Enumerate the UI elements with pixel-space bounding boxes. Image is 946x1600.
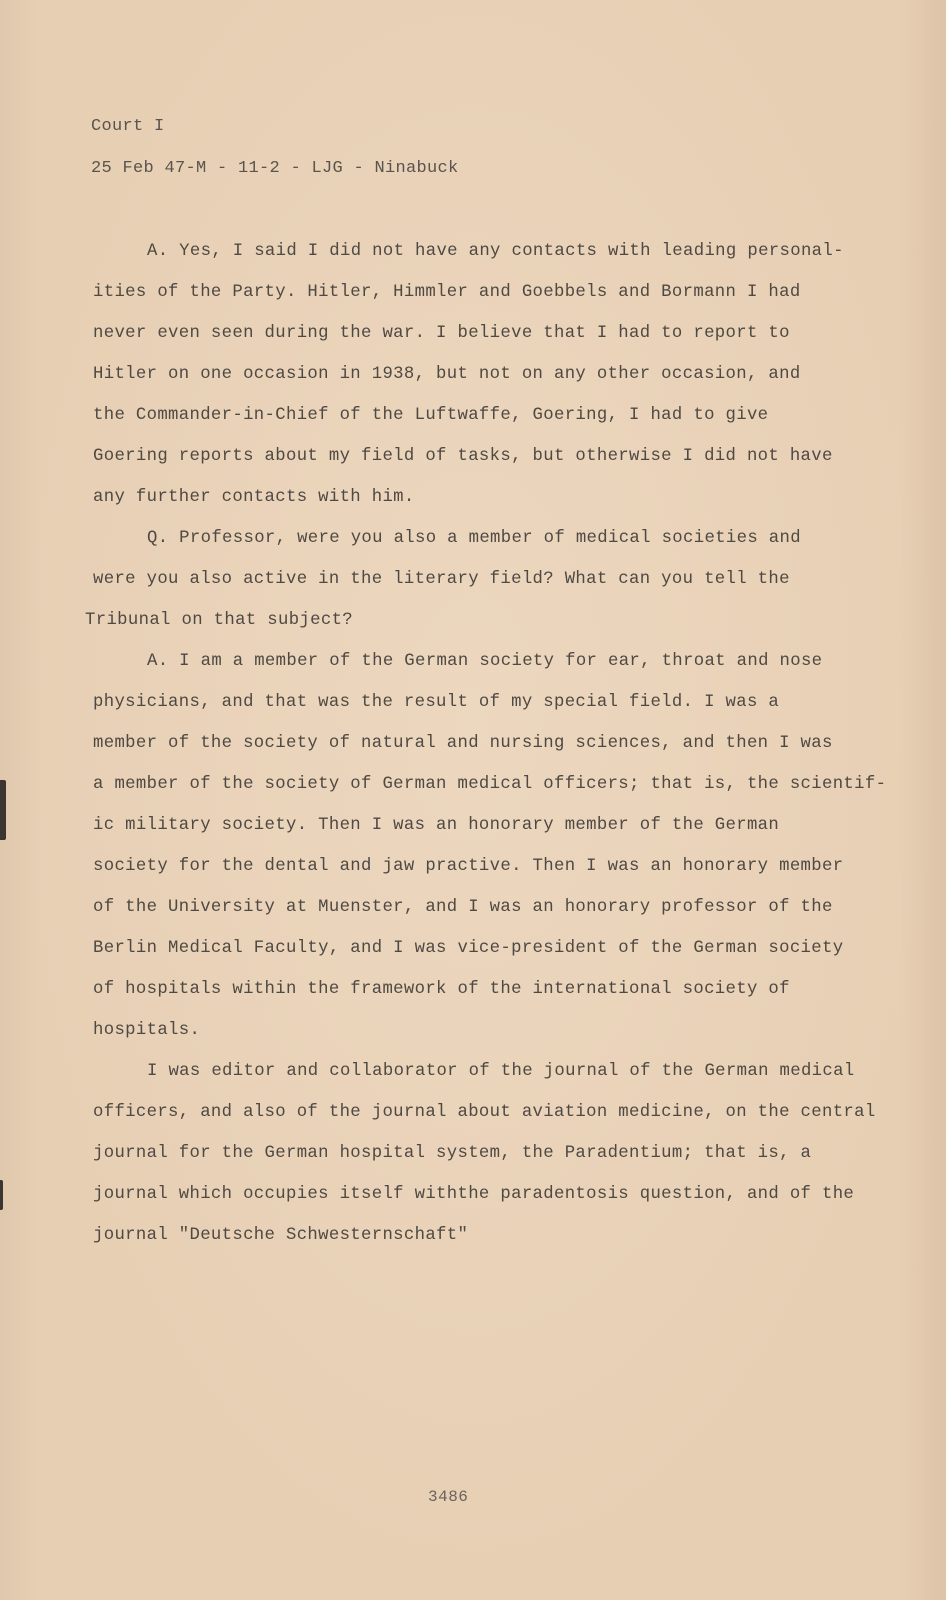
text-line: A. Yes, I said I did not have any contacts with leading personal- xyxy=(147,242,844,261)
text-line: A. I am a member of the German society for ear, throat and nose xyxy=(147,652,823,671)
text-line: any further contacts with him. xyxy=(93,488,415,507)
text-line: Berlin Medical Faculty, and I was vice-president of the German society xyxy=(93,939,844,958)
text-line: of the University at Muenster, and I was an honorary professor of the xyxy=(93,898,833,917)
text-line: never even seen during the war. I believe that I had to report to xyxy=(93,324,790,343)
text-line: officers, and also of the journal about aviation medicine, on the central xyxy=(93,1103,876,1122)
text-line: a member of the society of German medical officers; that is, the scientif- xyxy=(93,775,887,794)
page-number: 3486 xyxy=(428,1488,469,1506)
binding-mark xyxy=(0,1180,3,1210)
session-line: 25 Feb 47-M - 11-2 - LJG - Ninabuck xyxy=(91,159,459,178)
text-line: society for the dental and jaw practive. Then I was an honorary member xyxy=(93,857,844,876)
text-line: physicians, and that was the result of my special field. I was a xyxy=(93,693,780,712)
text-line: member of the society of natural and nursing sciences, and then I was xyxy=(93,734,833,753)
text-line: journal "Deutsche Schwesternschaft" xyxy=(93,1226,469,1245)
text-line: ities of the Party. Hitler, Himmler and Goebbels and Bormann I had xyxy=(93,283,801,302)
text-line: Goering reports about my field of tasks, but otherwise I did not have xyxy=(93,447,833,466)
binding-mark xyxy=(0,780,6,840)
text-line: ic military society. Then I was an honorary member of the German xyxy=(93,816,780,835)
text-line: I was editor and collaborator of the journal of the German medical xyxy=(147,1062,855,1081)
text-line: Hitler on one occasion in 1938, but not on any other occasion, and xyxy=(93,365,801,384)
text-line: Q. Professor, were you also a member of medical societies and xyxy=(147,529,801,548)
text-line: Tribunal on that subject? xyxy=(85,611,354,630)
text-line: were you also active in the literary field? What can you tell the xyxy=(93,570,790,589)
text-line: hospitals. xyxy=(93,1021,201,1040)
text-line: the Commander-in-Chief of the Luftwaffe, Goering, I had to give xyxy=(93,406,769,425)
text-line: of hospitals within the framework of the international society of xyxy=(93,980,790,999)
text-line: journal for the German hospital system, the Paradentium; that is, a xyxy=(93,1144,812,1163)
court-label: Court I xyxy=(91,117,165,136)
text-line: journal which occupies itself withthe paradentosis question, and of the xyxy=(93,1185,855,1204)
